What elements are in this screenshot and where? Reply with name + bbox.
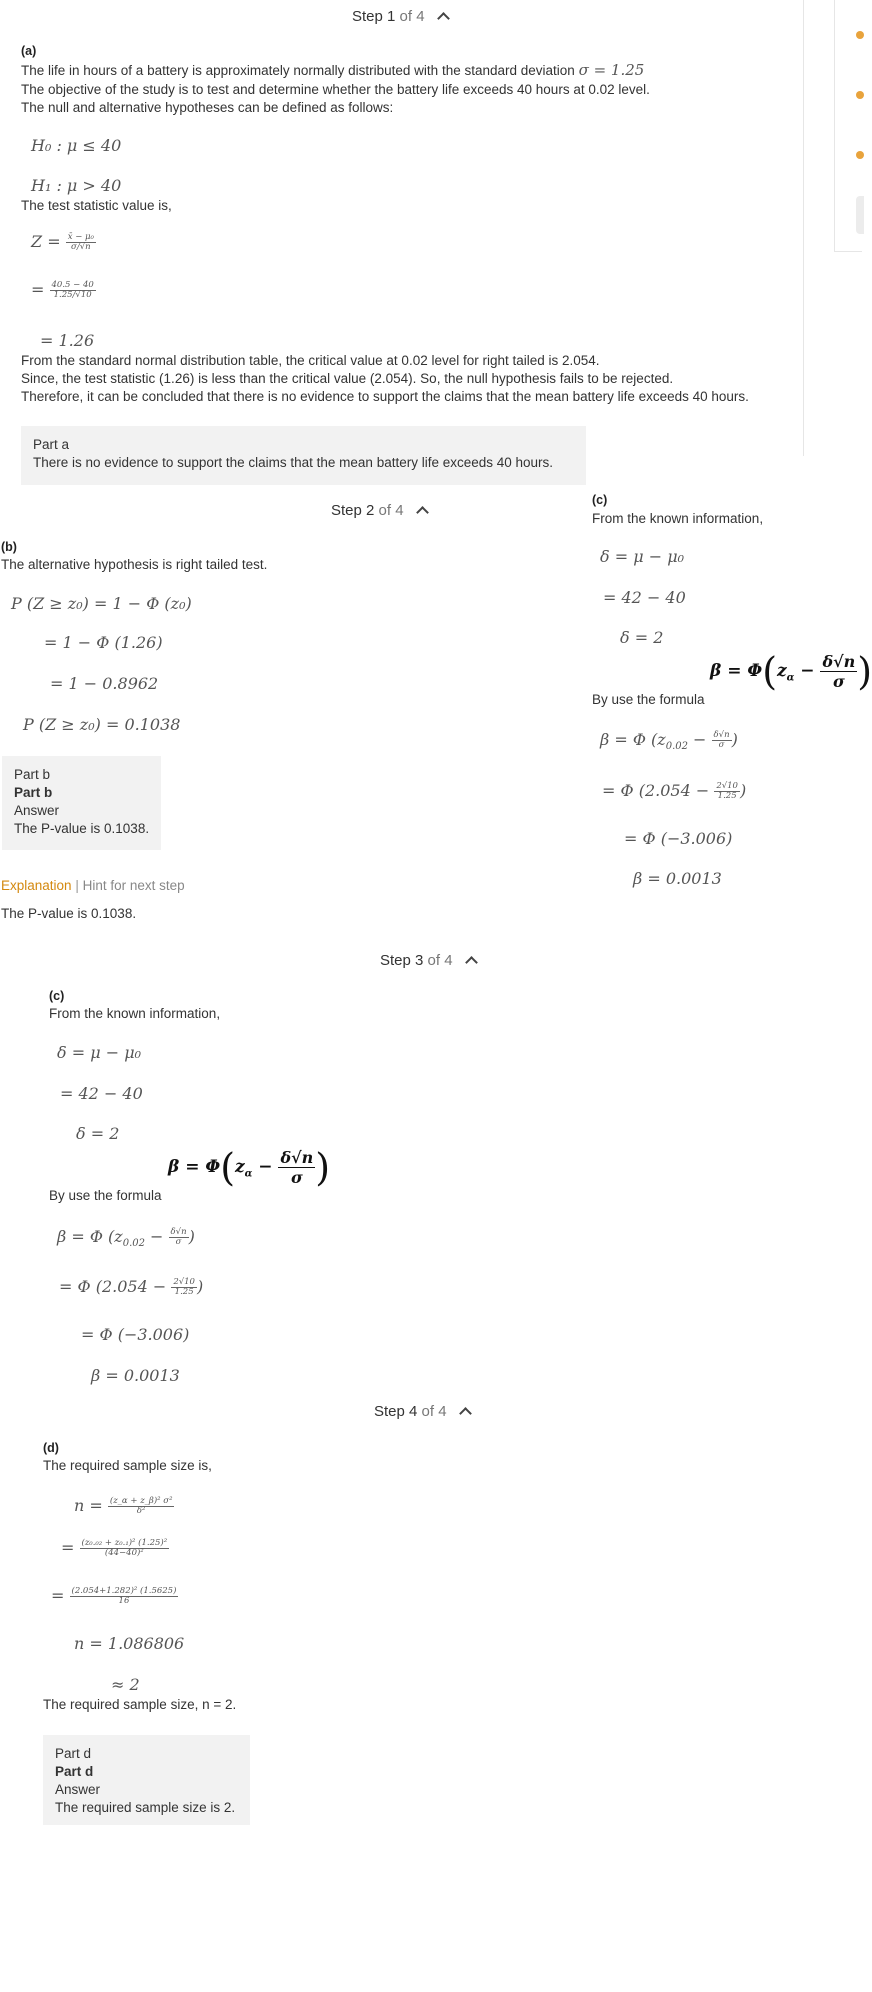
right-panel-border: [803, 0, 804, 456]
sample-size-eq-5: ≈ 2: [111, 1675, 140, 1694]
step-3-count: of 4: [427, 952, 453, 969]
test-statistic-intro: The test statistic value is,: [21, 198, 172, 213]
sidebar-dot-icon: [856, 91, 864, 99]
p-value-eq-1: P (Z ≥ z₀) = 1 − Φ (z₀): [11, 594, 192, 613]
part-d-label: (d): [43, 1441, 59, 1455]
beta-eq-3: = Φ (−3.006): [81, 1325, 190, 1344]
answer-bold-title: Part d: [55, 1764, 94, 1779]
chevron-up-icon[interactable]: [465, 956, 478, 969]
answer-text: There is no evidence to support the claims that the mean battery life exceeds 40 hours.: [33, 455, 554, 470]
answer-title: Part d: [55, 1746, 92, 1761]
part-b-answer-box: [2, 756, 161, 850]
sample-size-eq-2: = $\frac{\text{(z₀.₀₂ + z₀.₁)² (1.25)²}}{\text{(44−40)²}}$: [61, 1538, 168, 1558]
answer-text: The P-value is 0.1038.: [14, 821, 150, 836]
sigma-value: σ = 1.25: [578, 61, 645, 79]
chevron-up-icon[interactable]: [437, 12, 450, 25]
delta-eq-1: δ = μ − μ₀: [57, 1043, 141, 1062]
answer-word: Answer: [14, 803, 60, 818]
beta-eq-1: β = Φ ($z_{0.02}$ − $\frac{\delta√n}{\sigma}$ ): [57, 1227, 195, 1250]
alternative-hypothesis: H₁ : μ > 40: [31, 176, 122, 195]
side-beta-eq-1: β = Φ ($z_{0.02}$ − $\frac{\delta√n}{\sigma}$ ): [600, 730, 738, 753]
side-delta-eq-2: = 42 − 40: [603, 588, 686, 607]
part-d-answer-box: [43, 1735, 250, 1825]
delta-eq-3: δ = 2: [76, 1124, 120, 1143]
answer-title: Part b: [14, 767, 51, 782]
part-b-label: (b): [1, 540, 17, 554]
step-1-count: of 4: [399, 8, 425, 25]
side-part-c-label: (c): [592, 493, 608, 507]
answer-text: The required sample size is 2.: [55, 1800, 236, 1815]
step-4-header[interactable]: [374, 1403, 470, 1420]
sample-size-eq-4: n = 1.086806: [74, 1634, 185, 1653]
sample-size-conclusion: The required sample size, n = 2.: [43, 1697, 237, 1712]
beta-eq-2: = Φ (2.054 − $\frac{2√10}{1.25}$ ): [59, 1277, 204, 1297]
side-beta-eq-2: = Φ (2.054 − $\frac{2√10}{1.25}$ ): [602, 781, 747, 801]
p-value-eq-2: = 1 − Φ (1.26): [44, 633, 163, 652]
part-c-label: (c): [49, 989, 65, 1003]
step-3-header[interactable]: [380, 952, 476, 969]
p-value-eq-4: P (Z ≥ z₀) = 0.1038: [23, 715, 181, 734]
z-formula: Z = $\frac{\text{x̄ − μ₀}}{\sigma/√n}$: [31, 232, 94, 252]
step-1-header[interactable]: [352, 8, 448, 25]
link-separator: |: [75, 878, 79, 893]
formula-intro: By use the formula: [49, 1188, 162, 1203]
part-c-intro: From the known information,: [49, 1006, 221, 1021]
answer-bold-title: Part b: [14, 785, 53, 800]
hint-link[interactable]: Hint for next step: [82, 878, 185, 893]
intro-line-1: The life in hours of a battery is approximately normally distributed with the standard deviation σ = 1.25: [21, 61, 645, 79]
sidebar-dot-icon: [856, 31, 864, 39]
explanation-bar: [1, 877, 185, 895]
z-substitution: = $\frac{40.5 - 40}{1.25/√10}$: [31, 280, 94, 300]
beta-formula-image: $\beta = \Phi(z_\alpha$ − $\frac{\delta√n}{\sigma}$ ): [168, 1145, 331, 1190]
side-part-c-intro: From the known information,: [592, 511, 764, 526]
step-2-header[interactable]: [331, 502, 427, 519]
side-beta-eq-3: = Φ (−3.006): [624, 829, 733, 848]
step-3-title: Step 3: [380, 952, 424, 969]
side-delta-eq-1: δ = μ − μ₀: [600, 547, 684, 566]
answer-title: Part a: [33, 437, 70, 452]
intro-line-3: The null and alternative hypotheses can be defined as follows:: [21, 100, 394, 115]
explanation-text: The P-value is 0.1038.: [1, 906, 137, 921]
side-beta-eq-4: β = 0.0013: [633, 869, 722, 888]
intro-line-2: The objective of the study is to test and determine whether the battery life exceeds 40 hours at 0.02 level.: [21, 82, 650, 97]
beta-eq-4: β = 0.0013: [91, 1366, 180, 1385]
sidebar-dot-icon: [856, 151, 864, 159]
step-2-count: of 4: [378, 502, 404, 519]
side-formula-intro: By use the formula: [592, 692, 705, 707]
side-beta-formula-image: $\beta = \Phi(z_\alpha$ − $\frac{\delta√n}{\sigma}$ ): [710, 649, 872, 694]
side-delta-eq-3: δ = 2: [620, 628, 664, 647]
explanation-link[interactable]: Explanation: [1, 878, 72, 893]
p-value-eq-3: = 1 − 0.8962: [50, 674, 159, 693]
part-d-intro: The required sample size is,: [43, 1458, 212, 1473]
null-hypothesis: H₀ : μ ≤ 40: [31, 136, 122, 155]
part-a-label: (a): [21, 44, 37, 58]
right-sidebar-edge: [834, 0, 835, 252]
conclusion-text: Therefore, it can be concluded that there is no evidence to support the claims that the mean battery life exceeds 40 hours.: [21, 389, 749, 404]
right-sidebar-bottom: [834, 251, 862, 252]
part-a-answer-box: [21, 426, 586, 485]
sample-size-eq-1: n = $\frac{\text{(z\_α + z\_β)² σ²}}{\text{δ²}}$: [74, 1496, 173, 1516]
sidebar-tab[interactable]: [856, 196, 864, 234]
sample-size-eq-3: = $\frac{\text{(2.054+1.282)² (1.5625)}}{16}$: [51, 1586, 177, 1606]
delta-eq-2: = 42 − 40: [60, 1084, 143, 1103]
chevron-up-icon[interactable]: [416, 506, 429, 519]
step-4-title: Step 4: [374, 1403, 418, 1420]
step-4-count: of 4: [421, 1403, 447, 1420]
comparison-text: Since, the test statistic (1.26) is less than the critical value (2.054). So, the null hypothesis fails to be rejected.: [21, 371, 674, 386]
critical-value-text: From the standard normal distribution table, the critical value at 0.02 level for right tailed is 2.054.: [21, 353, 600, 368]
z-result: = 1.26: [40, 331, 95, 350]
chevron-up-icon[interactable]: [459, 1407, 472, 1420]
part-b-intro: The alternative hypothesis is right tailed test.: [1, 557, 268, 572]
step-2-title: Step 2: [331, 502, 375, 519]
answer-word: Answer: [55, 1782, 101, 1797]
step-1-title: Step 1: [352, 8, 396, 25]
